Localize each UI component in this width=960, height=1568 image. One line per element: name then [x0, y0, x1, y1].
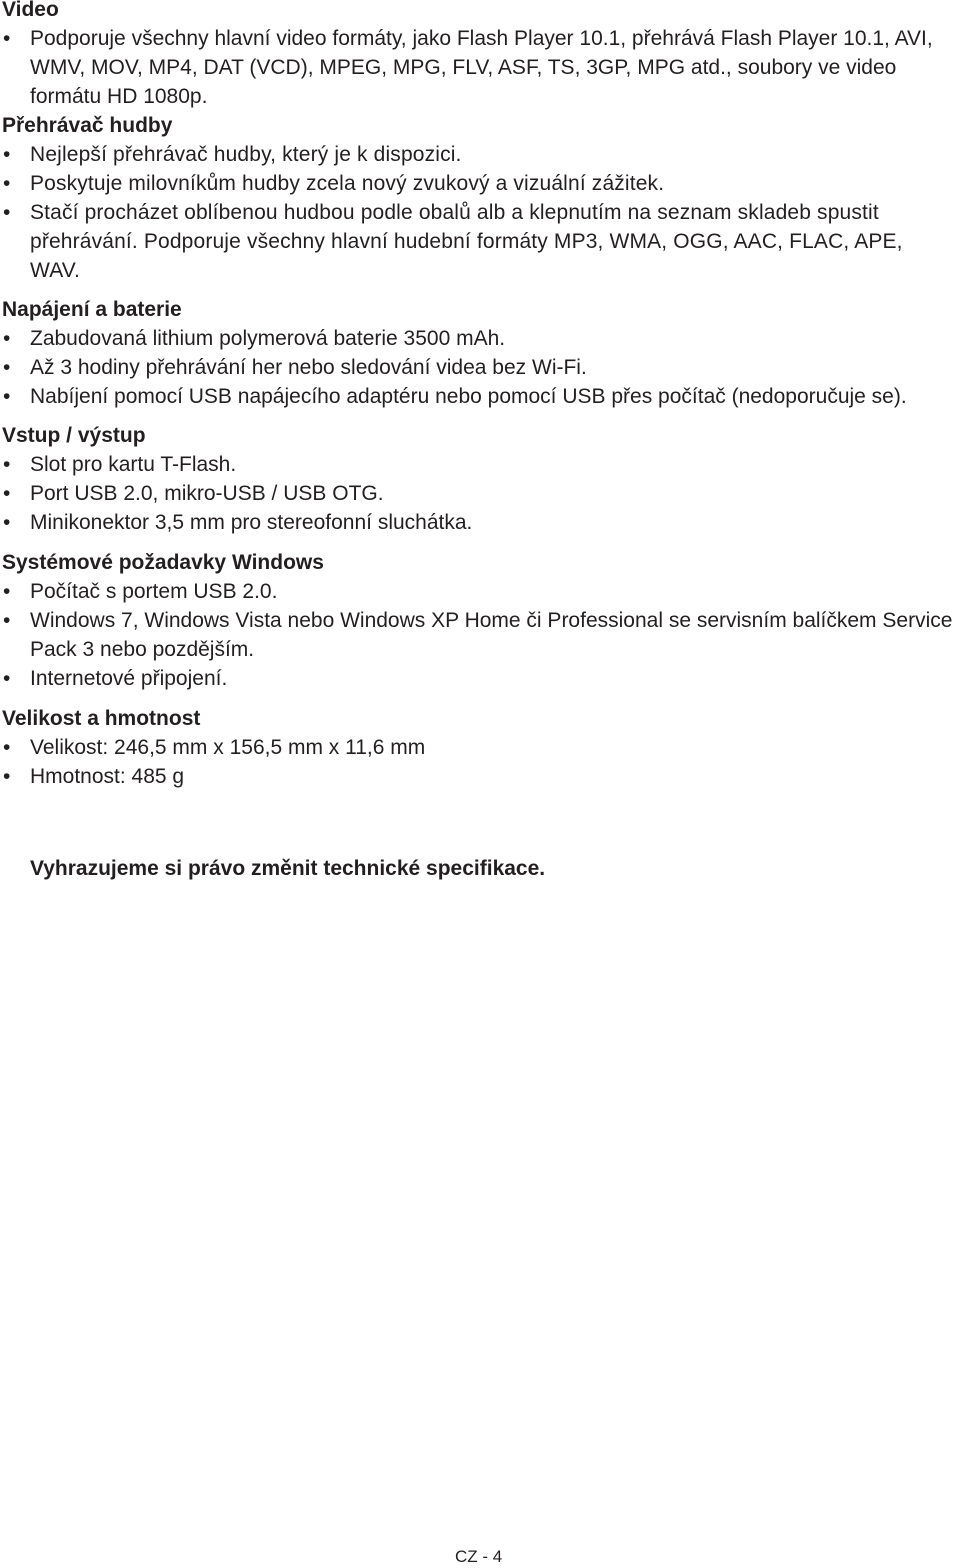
- list-item-text: Poskytuje milovníkům hudby zcela nový zvukový a vizuální zážitek.: [30, 172, 665, 195]
- bullet-icon: •: [3, 609, 11, 632]
- list-item: [0, 664, 960, 693]
- bullet-icon: •: [3, 667, 11, 690]
- bullet-icon: •: [3, 580, 11, 603]
- list-item-text: Nejlepší přehrávač hudby, který je k dispozici.: [30, 143, 462, 166]
- bullet-list: [0, 140, 960, 285]
- list-item: [0, 577, 960, 606]
- list-item: [0, 198, 960, 285]
- list-item-text: Internetové připojení.: [30, 667, 228, 690]
- list-item-text: Počítač s portem USB 2.0.: [30, 580, 278, 603]
- list-item-text: Port USB 2.0, mikro-USB / USB OTG.: [30, 482, 384, 505]
- specification-notice: Vyhrazujeme si právo změnit technické specifikace.: [30, 857, 546, 880]
- bullet-icon: •: [3, 143, 11, 166]
- bullet-icon: •: [3, 453, 11, 476]
- page-number: CZ - 4: [455, 1547, 503, 1566]
- list-item-text: Slot pro kartu T-Flash.: [30, 453, 237, 476]
- bullet-icon: •: [3, 736, 11, 759]
- list-item-text: Nabíjení pomocí USB napájecího adaptéru nebo pomocí USB přes počítač (nedoporučuje se).: [30, 385, 907, 408]
- list-item-text: Stačí procházet oblíbenou hudbou podle obalů alb a klepnutím na seznam skladeb spustit přehrávání. Podporuje všechny hlavní hudební formáty MP3, WMA, OGG, AAC, FLAC, APE, WAV.: [30, 201, 903, 282]
- bullet-icon: •: [3, 27, 11, 50]
- bullet-list: [0, 24, 960, 111]
- section-windows-requirements: [0, 548, 960, 693]
- bullet-icon: •: [3, 385, 11, 408]
- section-size-weight: [0, 704, 960, 791]
- list-item-text: Hmotnost: 485 g: [30, 765, 185, 788]
- list-item: [0, 733, 960, 762]
- list-item-text: Minikonektor 3,5 mm pro stereofonní sluchátka.: [30, 511, 473, 534]
- bullet-list: [0, 733, 960, 791]
- list-item-text: Až 3 hodiny přehrávání her nebo sledování videa bez Wi-Fi.: [30, 356, 587, 379]
- list-item: [0, 324, 960, 353]
- list-item: [0, 353, 960, 382]
- list-item: [0, 382, 960, 411]
- section-music-player: [0, 111, 960, 285]
- section-heading: Velikost a hmotnost: [2, 707, 201, 730]
- section-heading: Video: [2, 0, 59, 21]
- section-heading: Vstup / výstup: [2, 424, 146, 447]
- bullet-icon: •: [3, 201, 11, 224]
- bullet-list: [0, 577, 960, 693]
- bullet-icon: •: [3, 356, 11, 379]
- list-item: [0, 140, 960, 169]
- bullet-icon: •: [3, 327, 11, 350]
- list-item-text: Podporuje všechny hlavní video formáty, jako Flash Player 10.1, přehrává Flash Player 10.1, AVI, WMV, MOV, MP4, DAT (VCD), MPEG, MPG, FLV, ASF, TS, 3GP, MPG atd., soubory ve video formátu HD 1080p.: [30, 27, 933, 108]
- bullet-icon: •: [3, 172, 11, 195]
- section-video: [0, 0, 960, 111]
- list-item: [0, 24, 960, 111]
- list-item: [0, 479, 960, 508]
- bullet-icon: •: [3, 765, 11, 788]
- bullet-icon: •: [3, 511, 11, 534]
- bullet-list: [0, 324, 960, 411]
- list-item: [0, 508, 960, 537]
- list-item: [0, 169, 960, 198]
- list-item-text: Windows 7, Windows Vista nebo Windows XP Home či Professional se servisním balíčkem Service Pack 3 nebo pozdějším.: [30, 609, 953, 661]
- section-input-output: [0, 421, 960, 537]
- bullet-list: [0, 450, 960, 537]
- section-heading: Systémové požadavky Windows: [2, 551, 324, 574]
- list-item: [0, 762, 960, 791]
- list-item-text: Zabudovaná lithium polymerová baterie 3500 mAh.: [30, 327, 506, 350]
- list-item-text: Velikost: 246,5 mm x 156,5 mm x 11,6 mm: [30, 736, 426, 759]
- list-item: [0, 450, 960, 479]
- section-heading: Přehrávač hudby: [2, 114, 173, 137]
- section-power-battery: [0, 295, 960, 411]
- bullet-icon: •: [3, 482, 11, 505]
- list-item: [0, 606, 960, 664]
- section-heading: Napájení a baterie: [2, 298, 182, 321]
